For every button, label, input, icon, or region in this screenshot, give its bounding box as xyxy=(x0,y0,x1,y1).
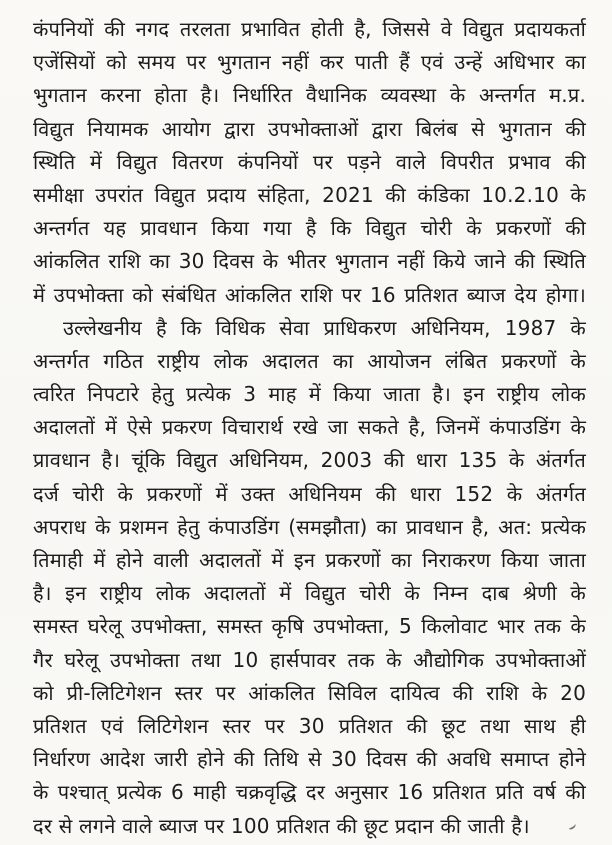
text-line xyxy=(33,411,586,444)
text-line xyxy=(33,776,586,809)
text-line-content: निर्धारण आदेश जारी होने की तिथि से 30 दिवस की अवधि समाप्त होने xyxy=(33,747,586,772)
text-line-content: गैर घरेलू उपभोक्ता तथा 10 हार्सपावर तक के औद्योगिक उपभोक्ताओं xyxy=(33,647,586,672)
text-line-content: है। इन राष्ट्रीय लोक अदालतों में विद्युत चोरी के निम्न दाब श्रेणी के xyxy=(33,581,586,606)
text-line xyxy=(33,279,586,312)
text-line xyxy=(33,146,586,179)
text-line xyxy=(33,245,586,278)
text-line-content: स्थिति में विद्युत वितरण कंपनियों पर पड़ने वाले विपरीत प्रभाव की xyxy=(33,149,586,174)
text-line xyxy=(33,46,586,79)
text-line-content: त्वरित निपटारे हेतु प्रत्येक 3 माह में किया जाता है। इन राष्ट्रीय लोक xyxy=(33,382,586,407)
text-line-content: समस्त घरेलू उपभोक्ता, समस्त कृषि उपभोक्ता, 5 किलोवाट भार तक के xyxy=(33,614,586,639)
text-line xyxy=(33,378,586,411)
text-line-content: प्रतिशत एवं लिटिगेशन स्तर पर 30 प्रतिशत की छूट तथा साथ ही xyxy=(33,713,586,738)
text-line-content: कंपनियों की नगद तरलता प्रभावित होती है, जिससे वे विद्युत प्रदायकर्ता xyxy=(33,17,586,41)
text-line-content: अन्तर्गत गठित राष्ट्रीय लोक अदालत का आयोजन लंबित प्रकरणों के xyxy=(33,348,586,373)
text-line xyxy=(33,13,586,46)
text-line xyxy=(33,212,586,245)
text-line-content: अपराध के प्रशमन हेतु कंपाउडिंग (समझौता) का प्रावधान है, अत: प्रत्येक xyxy=(33,514,586,539)
text-line-content: दर से लगने वाले ब्याज पर 100 प्रतिशत की छूट प्रदान की जाती है। xyxy=(33,813,530,838)
text-line xyxy=(33,677,586,710)
text-line xyxy=(33,79,586,112)
text-line-content: दर्ज चोरी के प्रकरणों में उक्त अधिनियम की धारा 152 के अंतर्गत xyxy=(33,481,586,506)
text-line-content: आंकलित राशि का 30 दिवस के भीतर भुगतान नहीं किये जाने की स्थिति xyxy=(33,249,586,274)
text-line xyxy=(33,644,586,677)
text-line xyxy=(33,810,586,843)
text-line-content: उल्लेखनीय है कि विधिक सेवा प्राधिकरण अधिनियम, 1987 के xyxy=(63,315,586,340)
text-line xyxy=(33,179,586,212)
text-line-content: को प्री-लिटिगेशन स्तर पर आंकलित सिविल दायित्व की राशि के 20 xyxy=(33,680,586,705)
text-line xyxy=(33,511,586,544)
text-line xyxy=(33,345,586,378)
text-line xyxy=(33,113,586,146)
text-line xyxy=(33,312,586,345)
text-line xyxy=(33,710,586,743)
text-line-content: भुगतान करना होता है। निर्धारित वैधानिक व्यवस्था के अन्तर्गत म.प्र. xyxy=(33,83,586,108)
text-line-content: समीक्षा उपरांत विद्युत प्रदाय संहिता, 2021 की कंडिका 10.2.10 के xyxy=(33,182,586,207)
text-line xyxy=(33,743,586,776)
text-line xyxy=(33,544,586,577)
text-line xyxy=(33,577,586,610)
text-line xyxy=(33,610,586,643)
text-line-content: एजेंसियों को समय पर भुगतान नहीं कर पाती हैं एवं उन्हें अधिभार का xyxy=(33,50,586,75)
text-line xyxy=(33,444,586,477)
text-line-content: के पश्चात् प्रत्येक 6 माही चक्रवृद्धि दर अनुसार 16 प्रतिशत प्रति वर्ष की xyxy=(33,780,586,805)
text-line-content: अन्तर्गत यह प्रावधान किया गया है कि विद्युत चोरी के प्रकरणों की xyxy=(33,216,586,241)
text-line-content: प्रावधान है। चूंकि विद्युत अधिनियम, 2003 की धारा 135 के अंतर्गत xyxy=(33,448,586,473)
text-line-content: विद्युत नियामक आयोग द्वारा उपभोक्ताओं द्वारा बिलंब से भुगतान की xyxy=(33,116,586,141)
text-line xyxy=(33,478,586,511)
text-line-content: अदालतों में ऐसे प्रकरण विचारार्थ रखे जा सकते है, जिनमें कंपाउडिंग के xyxy=(33,415,586,440)
text-line-content: तिमाही में होने वाली अदालतों में इन प्रकरणों का निराकरण किया जाता xyxy=(33,548,586,572)
text-block xyxy=(33,13,586,843)
text-line-content: में उपभोक्ता को संबंधित आंकलित राशि पर 16 प्रतिशत ब्याज देय होगा। xyxy=(33,282,586,307)
